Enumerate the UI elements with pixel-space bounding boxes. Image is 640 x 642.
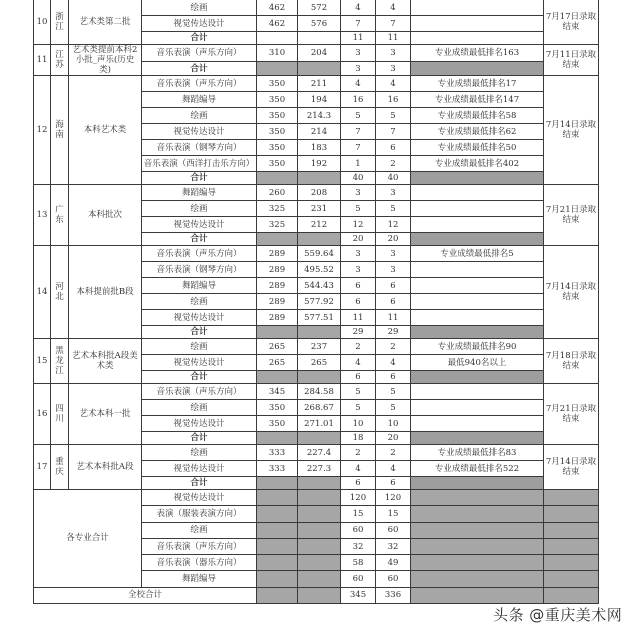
plan-count: 20 (341, 233, 376, 246)
lowest-score (298, 477, 341, 490)
min-score: 350 (257, 416, 298, 432)
batch: 艺术本科一批 (69, 384, 142, 445)
admission-result: 7月18日录取结束 (544, 339, 599, 384)
min-score (257, 538, 298, 554)
plan-count: 3 (341, 246, 376, 262)
admitted-count: 2 (376, 156, 411, 172)
plan-count: 18 (341, 432, 376, 445)
min-score: 350 (257, 156, 298, 172)
admitted-count: 60 (376, 522, 411, 538)
min-score (257, 32, 298, 45)
batch: 本科提前批B段 (69, 246, 142, 339)
admitted-count: 5 (376, 108, 411, 124)
major: 视觉传达设计 (142, 355, 257, 371)
total-label: 合计 (142, 172, 257, 185)
table-row (34, 0, 599, 16)
lowest-score (298, 326, 341, 339)
admission-table (33, 0, 599, 604)
min-score (257, 522, 298, 538)
lowest-score (298, 490, 341, 506)
remark (411, 555, 544, 571)
province: 河北 (51, 246, 69, 339)
plan-count: 5 (341, 384, 376, 400)
lowest-score (298, 571, 341, 587)
major: 舞蹈编导 (142, 571, 257, 587)
min-score: 310 (257, 45, 298, 62)
min-score: 289 (257, 310, 298, 326)
plan-count: 120 (341, 490, 376, 506)
admitted-count: 6 (376, 278, 411, 294)
remark (411, 217, 544, 233)
plan-count: 3 (341, 62, 376, 76)
min-score: 350 (257, 400, 298, 416)
lowest-score: 192 (298, 156, 341, 172)
lowest-score: 544.43 (298, 278, 341, 294)
remark (411, 477, 544, 490)
plan-count: 6 (341, 371, 376, 384)
admitted-count: 49 (376, 555, 411, 571)
min-score: 462 (257, 16, 298, 32)
province: 海南 (51, 76, 69, 185)
lowest-score: 208 (298, 185, 341, 201)
remark: 专业成绩最低排名147 (411, 92, 544, 108)
admitted-count: 11 (376, 310, 411, 326)
admitted-count: 40 (376, 172, 411, 185)
remark: 专业成绩最低排名58 (411, 108, 544, 124)
total-label: 合计 (142, 326, 257, 339)
major: 音乐表演（钢琴方向） (142, 262, 257, 278)
admitted-count: 6 (376, 371, 411, 384)
admission-result (544, 571, 599, 587)
plan-count: 3 (341, 262, 376, 278)
remark (411, 371, 544, 384)
province: 黑龙江 (51, 339, 69, 384)
min-score: 289 (257, 278, 298, 294)
plan-count: 32 (341, 538, 376, 554)
remark (411, 201, 544, 217)
lowest-score: 271.01 (298, 416, 341, 432)
admission-result (544, 506, 599, 522)
major: 舞蹈编导 (142, 278, 257, 294)
row-index: 15 (34, 339, 51, 384)
admitted-count: 6 (376, 477, 411, 490)
province: 重庆 (51, 445, 69, 490)
plan-count: 7 (341, 124, 376, 140)
min-score: 325 (257, 201, 298, 217)
plan-count: 4 (341, 0, 376, 16)
min-score: 289 (257, 294, 298, 310)
min-score: 333 (257, 461, 298, 477)
plan-count: 11 (341, 32, 376, 45)
remark: 专业成绩最低排名522 (411, 461, 544, 477)
plan-count: 7 (341, 16, 376, 32)
province: 广东 (51, 185, 69, 246)
plan-count: 16 (341, 92, 376, 108)
plan-count: 5 (341, 201, 376, 217)
major: 绘画 (142, 0, 257, 16)
min-score: 325 (257, 217, 298, 233)
admission-result (544, 538, 599, 554)
lowest-score (298, 371, 341, 384)
admission-result: 7月11日录取结束 (544, 45, 599, 76)
remark (411, 32, 544, 45)
remark (411, 416, 544, 432)
min-score: 265 (257, 355, 298, 371)
remark (411, 0, 544, 16)
major: 音乐表演（声乐方向） (142, 76, 257, 92)
admission-result: 7月14日录取结束 (544, 246, 599, 339)
admitted-count: 16 (376, 92, 411, 108)
min-score (257, 477, 298, 490)
lowest-score: 265 (298, 355, 341, 371)
row-index: 14 (34, 246, 51, 339)
remark (411, 233, 544, 246)
admission-result: 7月14日录取结束 (544, 445, 599, 490)
admitted-count: 7 (376, 124, 411, 140)
batch: 艺术本科批A段美术类 (69, 339, 142, 384)
major: 音乐表演（声乐方向） (142, 384, 257, 400)
min-score: 289 (257, 262, 298, 278)
lowest-score: 194 (298, 92, 341, 108)
major: 视觉传达设计 (142, 461, 257, 477)
remark (411, 384, 544, 400)
batch: 艺术本科批A段 (69, 445, 142, 490)
admission-result (544, 522, 599, 538)
remark (411, 432, 544, 445)
major: 视觉传达设计 (142, 416, 257, 432)
admission-result: 7月21日录取结束 (544, 384, 599, 445)
remark: 专业成绩最低排名50 (411, 140, 544, 156)
admitted-count: 3 (376, 45, 411, 62)
remark: 专业成绩最低排名5 (411, 246, 544, 262)
lowest-score: 214.3 (298, 108, 341, 124)
admitted-count: 12 (376, 217, 411, 233)
admission-result (544, 587, 599, 603)
admission-result: 7月17日录取结束 (544, 0, 599, 45)
table-row (34, 445, 599, 461)
lowest-score: 231 (298, 201, 341, 217)
admitted-count: 29 (376, 326, 411, 339)
plan-count: 29 (341, 326, 376, 339)
admitted-count: 5 (376, 384, 411, 400)
remark: 专业成绩最低排名17 (411, 76, 544, 92)
table-row (34, 185, 599, 201)
admitted-count: 6 (376, 294, 411, 310)
remark (411, 522, 544, 538)
major: 视觉传达设计 (142, 490, 257, 506)
min-score (257, 506, 298, 522)
min-score (257, 233, 298, 246)
admitted-count: 4 (376, 461, 411, 477)
min-score (257, 326, 298, 339)
province: 四川 (51, 384, 69, 445)
province: 浙江 (51, 0, 69, 45)
min-score (257, 555, 298, 571)
lowest-score (298, 62, 341, 76)
lowest-score (298, 233, 341, 246)
min-score (257, 587, 298, 603)
admitted-count: 7 (376, 16, 411, 32)
major: 音乐表演（钢琴方向） (142, 140, 257, 156)
remark (411, 62, 544, 76)
lowest-score: 212 (298, 217, 341, 233)
admitted-count: 32 (376, 538, 411, 554)
plan-count: 1 (341, 156, 376, 172)
min-score: 265 (257, 339, 298, 355)
lowest-score (298, 506, 341, 522)
remark (411, 326, 544, 339)
major: 音乐表演（声乐方向） (142, 538, 257, 554)
plan-count: 3 (341, 185, 376, 201)
admitted-count: 11 (376, 32, 411, 45)
plan-count: 7 (341, 140, 376, 156)
remark (411, 571, 544, 587)
admitted-count: 5 (376, 400, 411, 416)
min-score: 350 (257, 92, 298, 108)
plan-count: 6 (341, 278, 376, 294)
min-score: 350 (257, 76, 298, 92)
admitted-count: 5 (376, 201, 411, 217)
min-score: 333 (257, 445, 298, 461)
min-score (257, 371, 298, 384)
remark (411, 587, 544, 603)
major: 音乐表演（器乐方向） (142, 555, 257, 571)
remark (411, 400, 544, 416)
admitted-count: 120 (376, 490, 411, 506)
lowest-score (298, 32, 341, 45)
plan-count: 12 (341, 217, 376, 233)
batch: 艺术类提前本科2小批_声乐(历史类) (69, 45, 142, 76)
total-label: 合计 (142, 371, 257, 384)
admission-result: 7月21日录取结束 (544, 185, 599, 246)
remark (411, 278, 544, 294)
lowest-score: 559.64 (298, 246, 341, 262)
total-label: 合计 (142, 432, 257, 445)
major: 绘画 (142, 445, 257, 461)
min-score: 289 (257, 246, 298, 262)
major: 舞蹈编导 (142, 185, 257, 201)
plan-count: 15 (341, 506, 376, 522)
batch: 艺术类第二批 (69, 0, 142, 45)
lowest-score: 227.3 (298, 461, 341, 477)
lowest-score (298, 555, 341, 571)
admitted-count: 60 (376, 571, 411, 587)
row-index: 17 (34, 445, 51, 490)
remark: 专业成绩最低排名62 (411, 124, 544, 140)
plan-count: 60 (341, 571, 376, 587)
admission-result (544, 490, 599, 506)
lowest-score (298, 587, 341, 603)
summary-label: 各专业合计 (34, 490, 142, 588)
admitted-count: 4 (376, 76, 411, 92)
admitted-count: 3 (376, 246, 411, 262)
min-score (257, 490, 298, 506)
province: 江苏 (51, 45, 69, 76)
remark (411, 506, 544, 522)
table-row (34, 384, 599, 400)
major: 舞蹈编导 (142, 92, 257, 108)
table-row (34, 339, 599, 355)
remark (411, 310, 544, 326)
min-score: 350 (257, 108, 298, 124)
major: 音乐表演（声乐方向） (142, 45, 257, 62)
admitted-count: 336 (376, 587, 411, 603)
admitted-count: 6 (376, 140, 411, 156)
admission-result: 7月14日录取结束 (544, 76, 599, 185)
remark: 专业成绩最低排名402 (411, 156, 544, 172)
watermark: 头条 @重庆美术网 (493, 606, 623, 624)
min-score: 350 (257, 140, 298, 156)
major: 视觉传达设计 (142, 217, 257, 233)
admitted-count: 3 (376, 62, 411, 76)
remark: 专业成绩最低排名90 (411, 339, 544, 355)
admitted-count: 10 (376, 416, 411, 432)
summary-row (34, 490, 599, 506)
grand-total-label: 全校合计 (34, 587, 257, 603)
lowest-score: 284.58 (298, 384, 341, 400)
plan-count: 5 (341, 108, 376, 124)
grand-total-row (34, 587, 599, 603)
plan-count: 2 (341, 445, 376, 461)
remark: 专业成绩最低排名83 (411, 445, 544, 461)
row-index: 12 (34, 76, 51, 185)
remark: 专业成绩最低排名163 (411, 45, 544, 62)
total-label: 合计 (142, 477, 257, 490)
major: 音乐表演（声乐方向） (142, 246, 257, 262)
min-score (257, 172, 298, 185)
plan-count: 5 (341, 400, 376, 416)
remark (411, 185, 544, 201)
lowest-score: 237 (298, 339, 341, 355)
table-row (34, 45, 599, 62)
lowest-score: 577.92 (298, 294, 341, 310)
batch: 本科艺术类 (69, 76, 142, 185)
table-row (34, 246, 599, 262)
admission-result (544, 555, 599, 571)
plan-count: 4 (341, 76, 376, 92)
plan-count: 3 (341, 45, 376, 62)
major: 视觉传达设计 (142, 310, 257, 326)
admitted-count: 4 (376, 355, 411, 371)
plan-count: 10 (341, 416, 376, 432)
plan-count: 4 (341, 355, 376, 371)
lowest-score (298, 172, 341, 185)
major: 音乐表演（西洋打击乐方向） (142, 156, 257, 172)
remark: 最低940名以上 (411, 355, 544, 371)
remark (411, 16, 544, 32)
admitted-count: 2 (376, 445, 411, 461)
plan-count: 2 (341, 339, 376, 355)
remark (411, 538, 544, 554)
row-index: 16 (34, 384, 51, 445)
lowest-score: 576 (298, 16, 341, 32)
remark (411, 490, 544, 506)
admitted-count: 15 (376, 506, 411, 522)
lowest-score: 268.67 (298, 400, 341, 416)
remark (411, 294, 544, 310)
min-score (257, 432, 298, 445)
plan-count: 58 (341, 555, 376, 571)
table-row (34, 76, 599, 92)
major: 绘画 (142, 339, 257, 355)
plan-count: 60 (341, 522, 376, 538)
admitted-count: 2 (376, 339, 411, 355)
major: 视觉传达设计 (142, 16, 257, 32)
min-score: 350 (257, 124, 298, 140)
major: 绘画 (142, 400, 257, 416)
min-score: 345 (257, 384, 298, 400)
batch: 本科批次 (69, 185, 142, 246)
row-index: 10 (34, 0, 51, 45)
lowest-score: 183 (298, 140, 341, 156)
lowest-score: 227.4 (298, 445, 341, 461)
total-label: 合计 (142, 32, 257, 45)
lowest-score: 495.52 (298, 262, 341, 278)
admitted-count: 3 (376, 262, 411, 278)
major: 绘画 (142, 201, 257, 217)
plan-count: 6 (341, 294, 376, 310)
plan-count: 345 (341, 587, 376, 603)
lowest-score: 214 (298, 124, 341, 140)
lowest-score (298, 522, 341, 538)
remark (411, 172, 544, 185)
lowest-score (298, 538, 341, 554)
major: 表演（服装表演方向） (142, 506, 257, 522)
admitted-count: 4 (376, 0, 411, 16)
admitted-count: 20 (376, 233, 411, 246)
major: 绘画 (142, 522, 257, 538)
row-index: 13 (34, 185, 51, 246)
major: 绘画 (142, 108, 257, 124)
lowest-score (298, 432, 341, 445)
lowest-score: 572 (298, 0, 341, 16)
plan-count: 11 (341, 310, 376, 326)
admitted-count: 3 (376, 185, 411, 201)
lowest-score: 577.51 (298, 310, 341, 326)
min-score (257, 62, 298, 76)
admitted-count: 20 (376, 432, 411, 445)
min-score: 462 (257, 0, 298, 16)
major: 绘画 (142, 294, 257, 310)
total-label: 合计 (142, 62, 257, 76)
total-label: 合计 (142, 233, 257, 246)
major: 视觉传达设计 (142, 124, 257, 140)
plan-count: 6 (341, 477, 376, 490)
plan-count: 40 (341, 172, 376, 185)
min-score: 260 (257, 185, 298, 201)
plan-count: 4 (341, 461, 376, 477)
row-index: 11 (34, 45, 51, 76)
lowest-score: 211 (298, 76, 341, 92)
min-score (257, 571, 298, 587)
lowest-score: 204 (298, 45, 341, 62)
remark (411, 262, 544, 278)
